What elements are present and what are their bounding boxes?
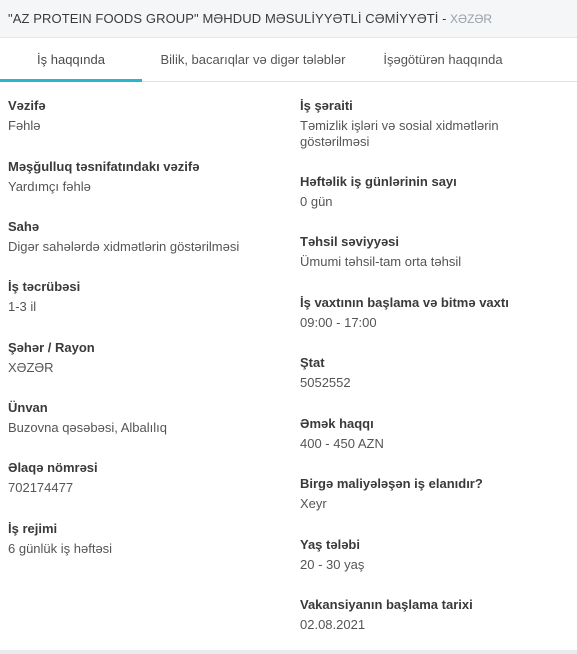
field-label: Əlaqə nömrəsi	[8, 460, 98, 475]
field-value: Digər sahələrdə xidmətlərin göstərilməsi	[8, 239, 240, 254]
field-label: İş təcrübəsi	[8, 279, 81, 294]
tab-bar	[0, 38, 577, 82]
field-staff-code	[300, 355, 550, 391]
field-label: Yaş tələbi	[300, 537, 360, 552]
field-label: Ştat	[300, 355, 325, 370]
field-value: Xeyr	[300, 496, 327, 511]
field-city	[8, 340, 278, 376]
header-city: XƏZƏR	[450, 12, 493, 26]
field-vacancy-start-date	[300, 597, 550, 633]
field-value: XƏZƏR	[8, 360, 54, 375]
field-label: Məşğulluq təsnifatındakı vəzifə	[8, 159, 200, 174]
field-label: Vəzifə	[8, 98, 46, 113]
field-label: Birgə maliyələşən iş elanıdır?	[300, 476, 483, 491]
field-value: 09:00 - 17:00	[300, 315, 377, 330]
field-value: 20 - 30 yaş	[300, 557, 365, 572]
field-value: Təmizlik işləri və sosial xidmətlərin göstərilməsi	[300, 118, 499, 149]
tab-about-job[interactable]: İş haqqında	[0, 38, 142, 81]
vacancy-header	[0, 0, 577, 38]
field-value: 6 günlük iş həftəsi	[8, 541, 113, 556]
company-name: "AZ PROTEIN FOODS GROUP" MƏHDUD MƏSULİYYƏTLİ CƏMİYYƏTİ	[8, 11, 439, 26]
header-separator: -	[438, 11, 451, 26]
field-label: Şəhər / Rayon	[8, 340, 95, 355]
field-label: Sahə	[8, 219, 40, 234]
field-label: Əmək haqqı	[300, 416, 374, 431]
field-value: 400 - 450 AZN	[300, 436, 384, 451]
field-experience	[8, 279, 278, 315]
field-value: Ümumi təhsil-tam orta təhsil	[300, 254, 462, 269]
field-label: İş vaxtının başlama və bitmə vaxtı	[300, 295, 509, 310]
field-value: 5052552	[300, 375, 351, 390]
field-value: 1-3 il	[8, 299, 37, 314]
field-value: 702174477	[8, 480, 74, 495]
field-label: İş rejimi	[8, 521, 58, 536]
field-position	[8, 98, 278, 134]
field-label: Təhsil səviyyəsi	[300, 234, 400, 249]
field-classification-position	[8, 159, 278, 195]
field-value: Fəhlə	[8, 118, 41, 133]
field-weekly-work-days	[300, 174, 550, 210]
tab-about-employer[interactable]: İşəgötürən haqqında	[383, 52, 503, 67]
field-label: Həftəlik iş günlərinin sayı	[300, 174, 457, 189]
field-value: 0 gün	[300, 194, 333, 209]
field-label: İş şəraiti	[300, 98, 353, 113]
field-work-conditions	[300, 98, 550, 150]
field-sector	[8, 219, 278, 255]
field-salary	[300, 416, 550, 452]
field-education-level	[300, 234, 550, 270]
field-value: Buzovna qəsəbəsi, Albalılıq	[8, 420, 167, 435]
bottom-divider	[0, 650, 577, 654]
field-value: 02.08.2021	[300, 617, 366, 632]
field-label: Vakansiyanın başlama tarixi	[300, 597, 473, 612]
field-label: Ünvan	[8, 400, 48, 415]
field-address	[8, 400, 278, 436]
field-value: Yardımçı fəhlə	[8, 179, 91, 194]
field-work-hours	[300, 295, 550, 331]
field-contact-number	[8, 460, 278, 496]
tab-skills-requirements[interactable]: Bilik, bacarıqlar və digər tələblər	[160, 52, 346, 67]
field-co-financed	[300, 476, 550, 512]
field-age-requirement	[300, 537, 550, 573]
field-work-mode	[8, 521, 278, 557]
